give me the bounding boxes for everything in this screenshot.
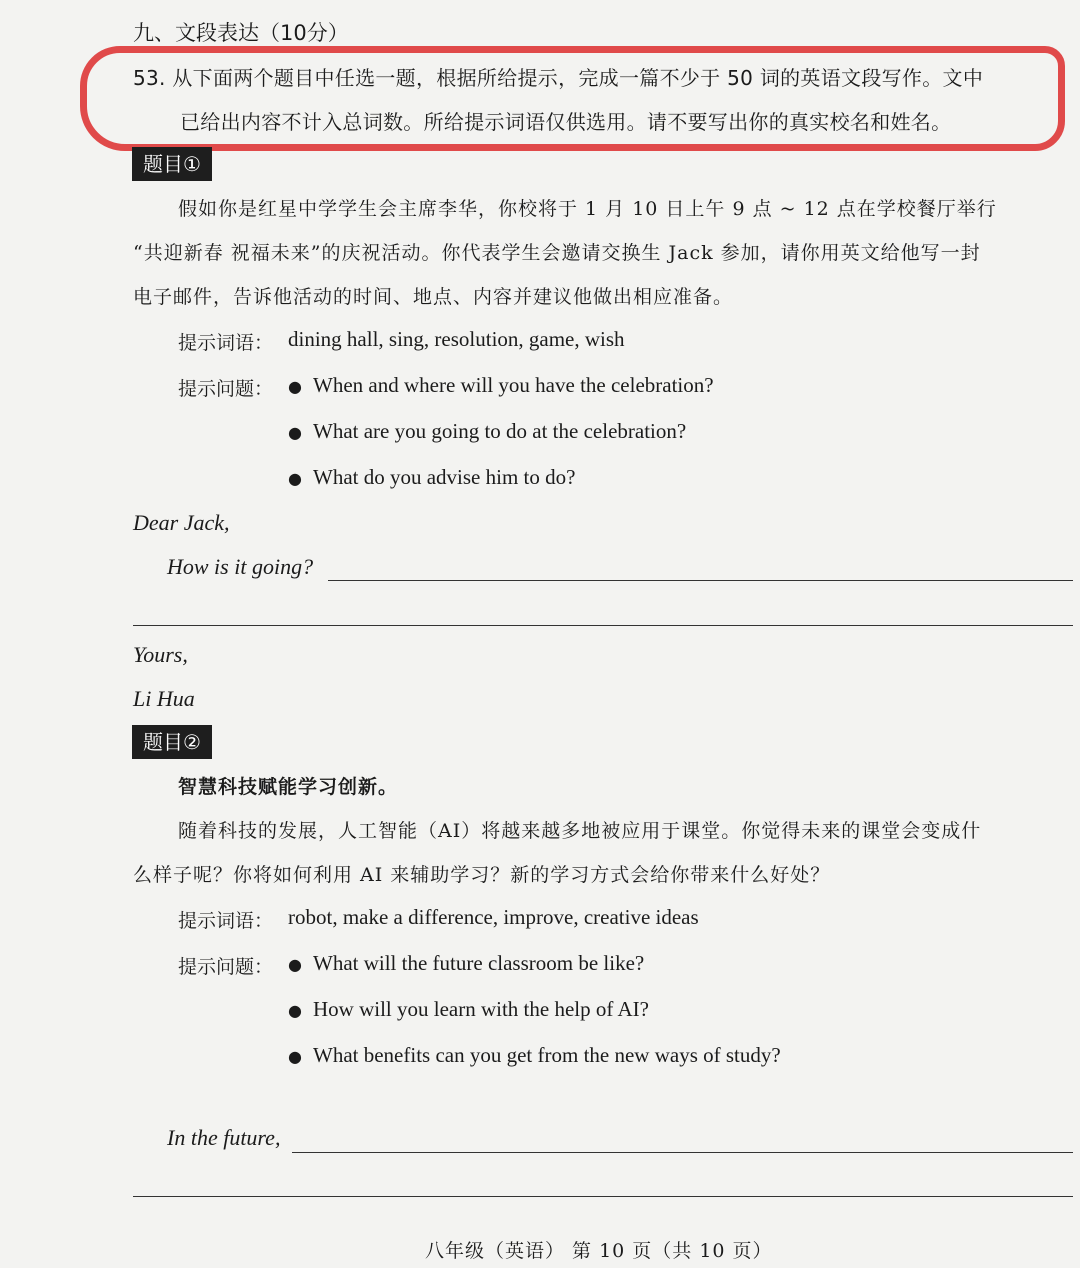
bullet-icon: ● <box>288 955 302 974</box>
topic-2-hint-words: robot, make a difference, improve, creative ideas <box>288 905 699 929</box>
topic-2-question-1: What will the future classroom be like? <box>313 951 645 975</box>
topic-1-paragraph-line-1: 假如你是红星中学学生会主席李华，你校将于 1 月 10 日上午 9 点 ~ 12 点在学校餐厅举行 <box>178 198 997 220</box>
topic-1-hint-words-label: 提示词语： <box>178 332 274 354</box>
topic-2-hint-questions-label: 提示问题： <box>178 956 274 978</box>
page-footer: 八年级（英语） 第 10 页（共 10 页） <box>425 1240 773 1262</box>
bullet-icon: ● <box>288 377 302 396</box>
bullet-icon: ● <box>288 1001 302 1020</box>
instruction-line-2: 已给出内容不计入总词数。所给提示词语仅供选用。请不要写出你的真实校名和姓名。 <box>180 110 952 134</box>
topic-2-tag: 题目② <box>132 725 212 759</box>
topic-2-paragraph-line-2: 么样子呢？你将如何利用 AI 来辅助学习？新的学习方式会给你带来什么好处？ <box>133 864 831 886</box>
essay-opening: In the future, <box>167 1125 281 1150</box>
answer-line <box>133 1196 1073 1197</box>
topic-1-question-2: What are you going to do at the celebration? <box>313 419 687 443</box>
bullet-icon: ● <box>288 423 302 442</box>
topic-1-paragraph-line-3: 电子邮件，告诉他活动的时间、地点、内容并建议他做出相应准备。 <box>133 286 734 308</box>
topic-1-question-1: When and where will you have the celebration? <box>313 373 714 397</box>
bullet-icon: ● <box>288 469 302 488</box>
letter-signature: Li Hua <box>133 686 195 711</box>
topic-1-hint-words: dining hall, sing, resolution, game, wish <box>288 327 625 351</box>
bullet-icon: ● <box>288 1047 302 1066</box>
answer-line <box>292 1152 1073 1153</box>
topic-1-hint-questions-label: 提示问题： <box>178 378 274 400</box>
letter-opening: How is it going? <box>167 554 314 579</box>
topic-2-question-3: What benefits can you get from the new ways of study? <box>313 1043 781 1067</box>
topic-1-question-3: What do you advise him to do? <box>313 465 576 489</box>
topic-2-paragraph-line-1: 随着科技的发展，人工智能（AI）将越来越多地被应用于课堂。你觉得未来的课堂会变成什 <box>178 820 982 842</box>
section-title: 九、文段表达（10分） <box>133 21 349 45</box>
topic-2-hint-words-label: 提示词语： <box>178 910 274 932</box>
topic-1-tag: 题目① <box>132 147 212 181</box>
letter-greeting: Dear Jack, <box>133 510 230 535</box>
answer-line <box>133 625 1073 626</box>
instruction-line-1: 53. 从下面两个题目中任选一题，根据所给提示，完成一篇不少于 50 词的英语文段写作。文中 <box>133 66 984 90</box>
topic-2-question-2: How will you learn with the help of AI? <box>313 997 649 1021</box>
topic-1-paragraph-line-2: “共迎新春 祝福未来”的庆祝活动。你代表学生会邀请交换生 Jack 参加，请你用英文给他写一封 <box>133 242 981 264</box>
topic-2-heading: 智慧科技赋能学习创新。 <box>178 776 399 798</box>
answer-line <box>328 580 1073 581</box>
letter-closing: Yours, <box>133 642 188 667</box>
